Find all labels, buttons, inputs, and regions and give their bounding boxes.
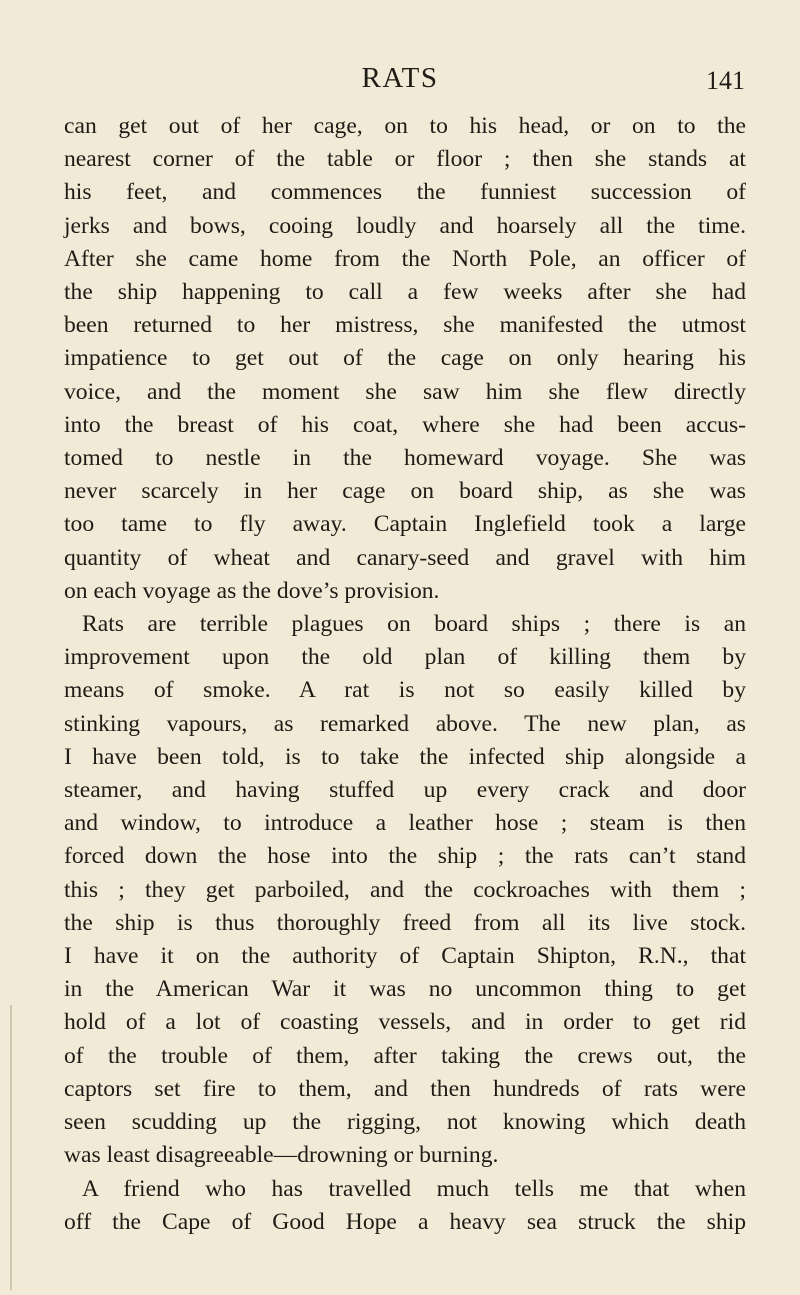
text-line: was least disagreeable—drowning or burning.	[64, 1142, 499, 1169]
text-line: of the trouble of them, after taking the crews out, the	[64, 1042, 746, 1069]
text-line: in the American War it was no uncommon thing to get	[64, 976, 746, 1003]
text-line: too tame to fly away. Captain Inglefield took a large	[64, 511, 746, 538]
text-line: hold of a lot of coasting vessels, and in order to get rid	[64, 1009, 746, 1036]
text-line: impatience to get out of the cage on only hearing his	[64, 345, 746, 372]
page-number: 141	[706, 66, 745, 95]
page-edge-mark	[10, 1005, 12, 1290]
text-line: tomed to nestle in the homeward voyage. She was	[64, 445, 746, 472]
running-head	[0, 58, 800, 98]
text-line: on each voyage as the dove’s provision.	[64, 577, 440, 604]
running-head-title: RATS	[361, 62, 439, 94]
text-line: never scarcely in her cage on board ship, as she was	[64, 478, 746, 505]
text-line: seen scudding up the rigging, not knowing which death	[64, 1109, 746, 1136]
text-line: means of smoke. A rat is not so easily killed by	[64, 677, 746, 704]
text-line: After she came home from the North Pole, an officer of	[64, 245, 746, 272]
text-line: voice, and the moment she saw him she flew directly	[64, 378, 746, 405]
text-line: jerks and bows, cooing loudly and hoarsely all the time.	[64, 212, 746, 239]
text-line: stinking vapours, as remarked above. The new plan, as	[64, 710, 746, 737]
text-line: his feet, and commences the funniest succession of	[64, 179, 746, 206]
text-line: Rats are terrible plagues on board ships ; there is an	[82, 611, 746, 638]
text-line: A friend who has travelled much tells me that when	[82, 1175, 746, 1202]
text-line: the ship happening to call a few weeks after she had	[64, 279, 746, 306]
text-line: been returned to her mistress, she manifested the utmost	[64, 312, 746, 339]
text-line: nearest corner of the table or floor ; then she stands at	[64, 146, 746, 173]
text-line: the ship is thus thoroughly freed from all its live stock.	[64, 909, 746, 936]
text-line: improvement upon the old plan of killing them by	[64, 644, 746, 671]
text-line: can get out of her cage, on to his head, or on to the	[64, 113, 746, 139]
text-line: into the breast of his coat, where she had been accus-	[64, 411, 746, 438]
body-text	[64, 110, 746, 1239]
text-line: and window, to introduce a leather hose ; steam is then	[64, 810, 746, 837]
text-line: I have it on the authority of Captain Shipton, R.N., that	[64, 943, 746, 970]
text-line: steamer, and having stuffed up every crack and door	[64, 777, 746, 804]
text-line: this ; they get parboiled, and the cockroaches with them ;	[64, 876, 746, 903]
text-line: off the Cape of Good Hope a heavy sea struck the ship	[64, 1208, 746, 1235]
text-line: quantity of wheat and canary-seed and gravel with him	[64, 544, 746, 571]
text-line: I have been told, is to take the infected ship alongside a	[64, 743, 746, 770]
text-line: forced down the hose into the ship ; the rats can’t stand	[64, 843, 746, 870]
text-line: captors set fire to them, and then hundreds of rats were	[64, 1075, 746, 1102]
